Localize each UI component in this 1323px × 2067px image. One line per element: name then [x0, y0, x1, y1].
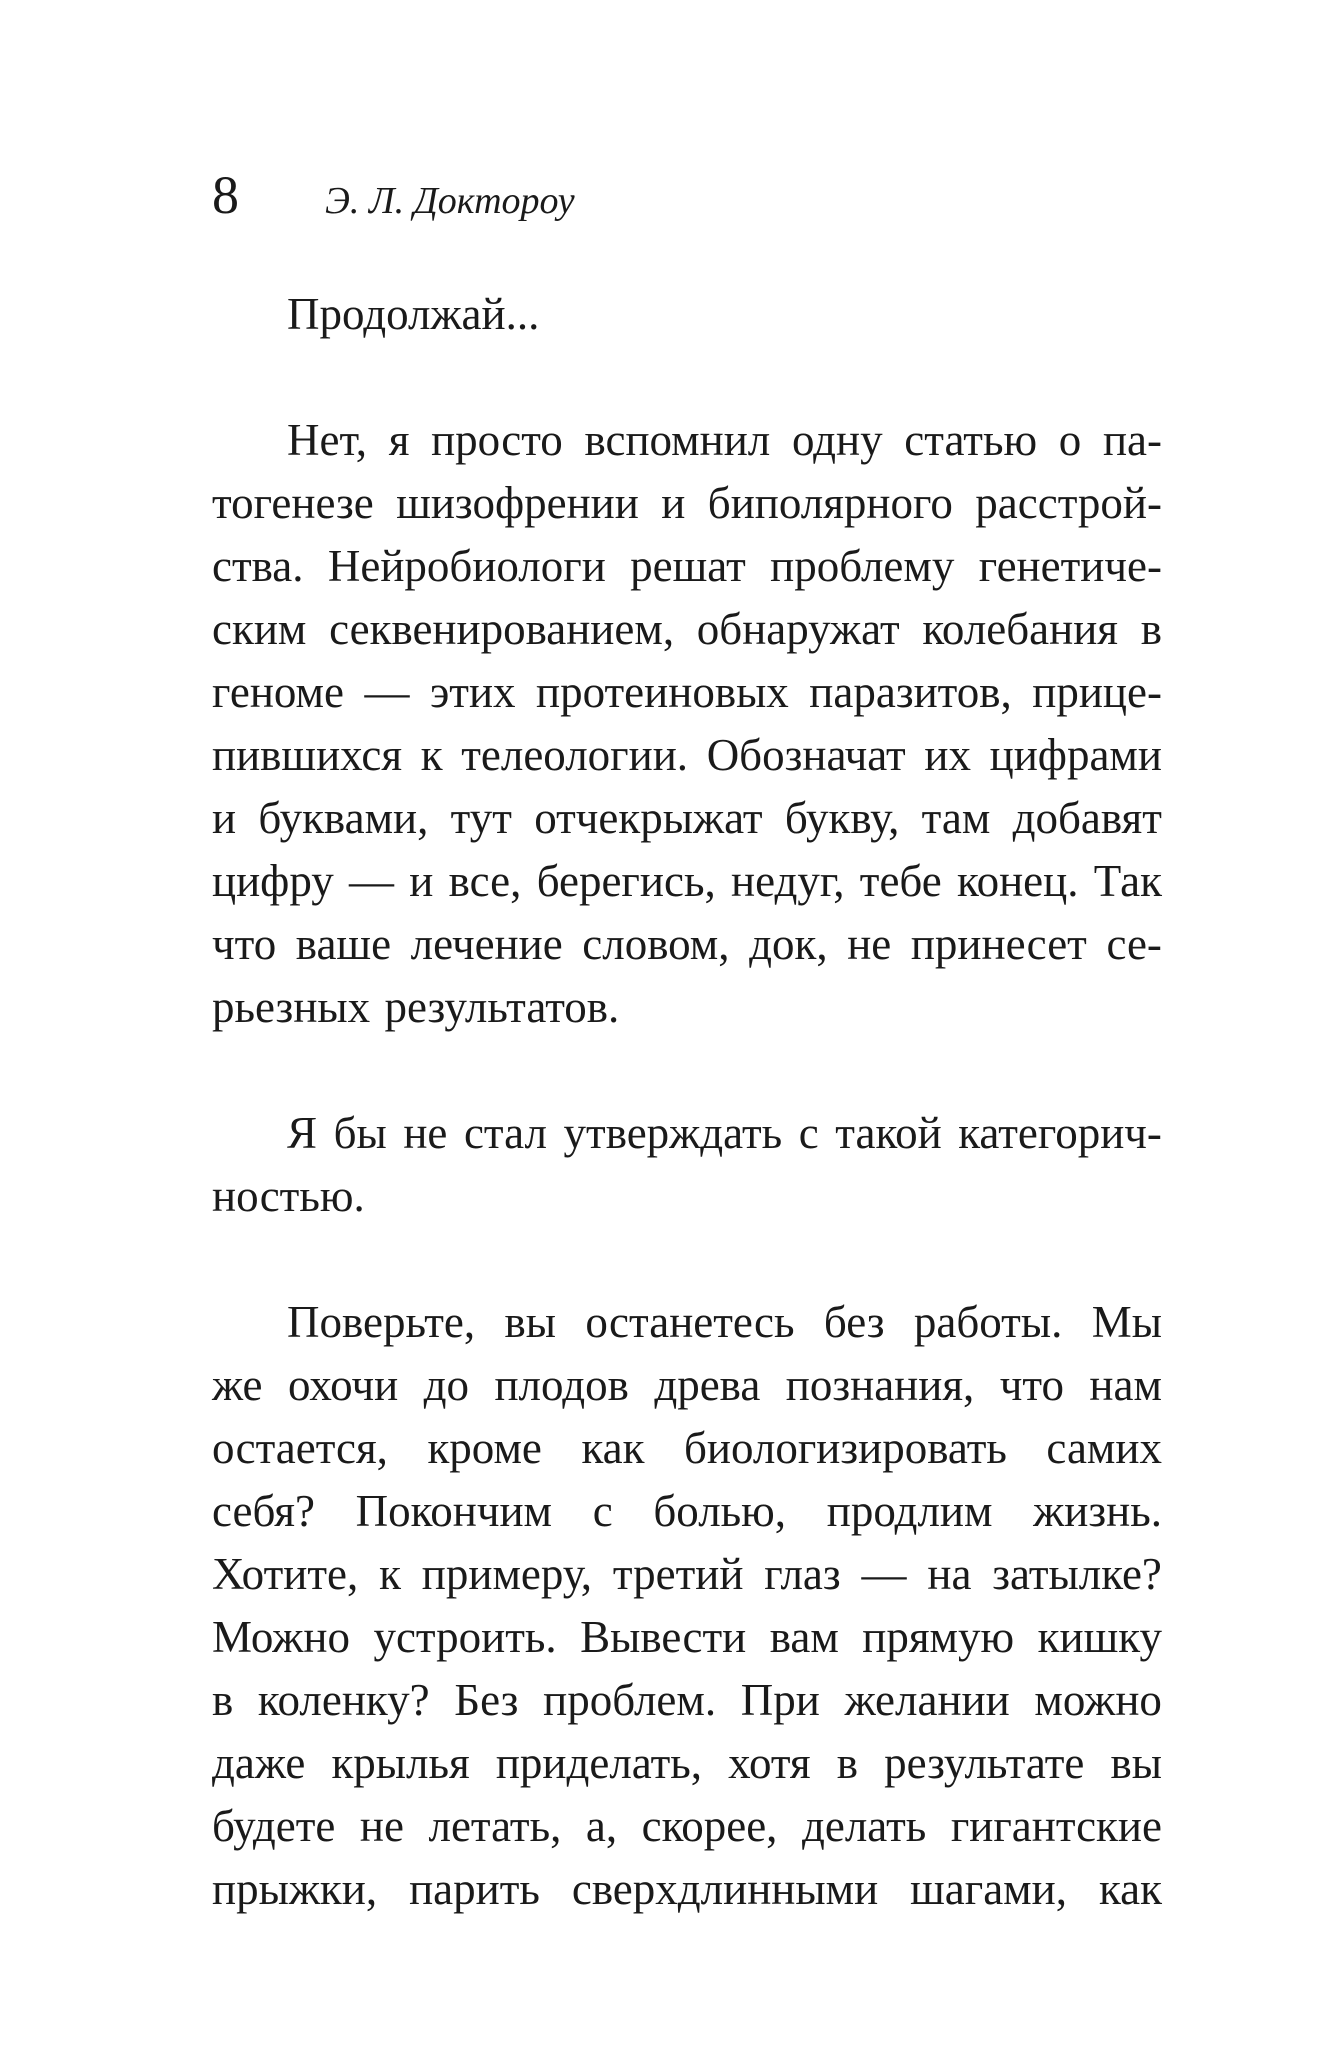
word: отчекрыжат: [534, 793, 763, 843]
word: самих: [1046, 1423, 1162, 1473]
text-line: [212, 409, 1162, 472]
text-line: [212, 850, 1162, 913]
text-line: [212, 1795, 1162, 1858]
text-line: [212, 661, 1162, 724]
word: на: [927, 1549, 972, 1599]
word: такой: [835, 1108, 942, 1158]
word: Так: [1093, 856, 1162, 906]
text-line: [212, 283, 1162, 346]
word: паразитов,: [809, 667, 1012, 717]
word: результате: [884, 1738, 1085, 1788]
word: кроме: [427, 1423, 542, 1473]
word: добавят: [1012, 793, 1162, 843]
word: что: [212, 919, 277, 969]
word: можно: [1034, 1675, 1162, 1725]
word: останетесь: [585, 1297, 795, 1347]
word: летать,: [428, 1801, 562, 1851]
word: будете: [212, 1801, 336, 1851]
text-line: [212, 1606, 1162, 1669]
word: Хотите,: [212, 1549, 359, 1599]
word: в: [1140, 604, 1162, 654]
text-line: [212, 1417, 1162, 1480]
word: колебания: [922, 604, 1118, 654]
word: а,: [585, 1801, 618, 1851]
word: о: [1058, 415, 1082, 465]
text-line: [212, 1858, 1162, 1921]
text-line: [212, 1732, 1162, 1795]
word: продлим: [826, 1486, 993, 1536]
text-line: [212, 1669, 1162, 1732]
word: буквами,: [258, 793, 429, 843]
word: и: [212, 793, 237, 843]
text-line-content: Продолжай...: [287, 289, 540, 339]
text-line: [212, 1102, 1162, 1165]
word: болью,: [653, 1486, 787, 1536]
paragraph-gap: [212, 1039, 1162, 1102]
word: обнаружат: [696, 604, 900, 654]
paragraph-gap: [212, 1228, 1162, 1291]
word: биполярного: [707, 478, 953, 528]
word: не: [403, 1108, 448, 1158]
word: Я: [287, 1108, 318, 1158]
word: гигантские: [950, 1801, 1162, 1851]
word: хотя: [728, 1738, 811, 1788]
word: все,: [448, 856, 522, 906]
word: Можно: [212, 1612, 350, 1662]
word: Поверьте,: [287, 1297, 476, 1347]
word: вам: [769, 1612, 839, 1662]
word: без: [823, 1297, 885, 1347]
word: категорич-: [958, 1108, 1162, 1158]
word: кишку: [1037, 1612, 1162, 1662]
word: конец.: [957, 856, 1079, 906]
word: шизофрении: [396, 478, 639, 528]
word: па-: [1102, 415, 1162, 465]
text-line: [212, 472, 1162, 535]
word: биологизировать: [684, 1423, 1007, 1473]
text-line: [212, 724, 1162, 787]
word: желании: [844, 1675, 1010, 1725]
word: прямую: [862, 1612, 1015, 1662]
word: же: [212, 1360, 263, 1410]
word: себя?: [212, 1486, 315, 1536]
word: что: [999, 1360, 1064, 1410]
word: прыжки,: [212, 1864, 378, 1914]
word: как: [581, 1423, 645, 1473]
word: устроить.: [373, 1612, 557, 1662]
word: —: [861, 1549, 907, 1599]
text-line: [212, 1543, 1162, 1606]
word: недуг,: [731, 856, 845, 906]
word: прице-: [1032, 667, 1162, 717]
word: к: [420, 730, 443, 780]
word: принесет: [910, 919, 1087, 969]
word: крылья: [331, 1738, 470, 1788]
word: При: [740, 1675, 820, 1725]
text-line: [212, 913, 1162, 976]
word: Покончим: [355, 1486, 553, 1536]
word: бы: [333, 1108, 387, 1158]
word: затылке?: [992, 1549, 1162, 1599]
word: тут: [450, 793, 512, 843]
word: третий: [612, 1549, 744, 1599]
word: не: [847, 919, 892, 969]
word: как: [1098, 1864, 1162, 1914]
word: утверждать: [563, 1108, 783, 1158]
text-line: [212, 598, 1162, 661]
word: берегись,: [536, 856, 716, 906]
word: генетиче-: [978, 541, 1162, 591]
word: проблему: [770, 541, 955, 591]
text-line: [212, 787, 1162, 850]
word: охочи: [287, 1360, 399, 1410]
word: просто: [431, 415, 563, 465]
word: цифрами: [989, 730, 1162, 780]
word: сверхдлинными: [571, 1864, 879, 1914]
word: к: [379, 1549, 401, 1599]
word: статью: [904, 415, 1038, 465]
word: ваше: [295, 919, 392, 969]
word: и: [409, 856, 434, 906]
word: нам: [1089, 1360, 1162, 1410]
word: ства.: [212, 541, 304, 591]
word: коленку?: [257, 1675, 430, 1725]
word: с: [798, 1108, 819, 1158]
word: одну: [791, 415, 883, 465]
word: там: [921, 793, 991, 843]
word: пившихся: [212, 730, 403, 780]
word: телеологии.: [461, 730, 689, 780]
word: Обозначат: [706, 730, 906, 780]
word: Вывести: [580, 1612, 747, 1662]
word: расстрой-: [975, 478, 1162, 528]
word: вы: [504, 1297, 557, 1347]
word: даже: [212, 1738, 306, 1788]
text-line: [212, 1354, 1162, 1417]
word: древа: [654, 1360, 761, 1410]
word: проблем.: [543, 1675, 717, 1725]
word: Нейробиологи: [327, 541, 606, 591]
word: секвенированием,: [329, 604, 675, 654]
word: тебе: [859, 856, 942, 906]
word: глаз: [764, 1549, 841, 1599]
word: Без: [454, 1675, 519, 1725]
text-line: [212, 535, 1162, 598]
word: не: [359, 1801, 404, 1851]
word: работы.: [913, 1297, 1063, 1347]
word: до: [423, 1360, 470, 1410]
word: я: [388, 415, 410, 465]
word: парить: [409, 1864, 540, 1914]
word: решат: [630, 541, 746, 591]
word: вспомнил: [584, 415, 771, 465]
word: остается,: [212, 1423, 388, 1473]
word: стал: [463, 1108, 547, 1158]
word: в: [836, 1738, 858, 1788]
word: ским: [212, 604, 307, 654]
page-header: [212, 165, 575, 225]
word: Нет,: [287, 415, 368, 465]
word: делать: [801, 1801, 927, 1851]
word: жизнь.: [1033, 1486, 1162, 1536]
word: се-: [1106, 919, 1162, 969]
word: рьезных: [212, 982, 371, 1032]
word: геноме: [212, 667, 345, 717]
word: этих: [429, 667, 516, 717]
word: тогенезе: [212, 478, 374, 528]
word: Мы: [1091, 1297, 1162, 1347]
text-line: [212, 1291, 1162, 1354]
word: док,: [749, 919, 828, 969]
word: цифру: [212, 856, 334, 906]
word: шагами,: [910, 1864, 1067, 1914]
word: и: [661, 478, 686, 528]
word: —: [364, 667, 410, 717]
word: их: [924, 730, 971, 780]
running-head: Э. Л. Доктороу: [325, 180, 575, 222]
text-line: [212, 976, 1162, 1039]
word: примеру,: [421, 1549, 593, 1599]
word: в: [212, 1675, 234, 1725]
word: ностью.: [212, 1171, 365, 1221]
word: букву,: [784, 793, 900, 843]
paragraph-gap: [212, 346, 1162, 409]
word: лечение: [410, 919, 563, 969]
text-line: [212, 1480, 1162, 1543]
page-number: 8: [212, 165, 239, 225]
word: результатов.: [384, 982, 620, 1032]
word: плодов: [494, 1360, 629, 1410]
word: протеиновых: [536, 667, 789, 717]
word: словом,: [582, 919, 730, 969]
word: —: [349, 856, 395, 906]
text-line: [212, 1165, 1162, 1228]
word: с: [592, 1486, 613, 1536]
word: скорее,: [641, 1801, 778, 1851]
word: приделать,: [495, 1738, 703, 1788]
word: познания,: [785, 1360, 975, 1410]
word: вы: [1110, 1738, 1162, 1788]
body-text: [212, 283, 1162, 1921]
